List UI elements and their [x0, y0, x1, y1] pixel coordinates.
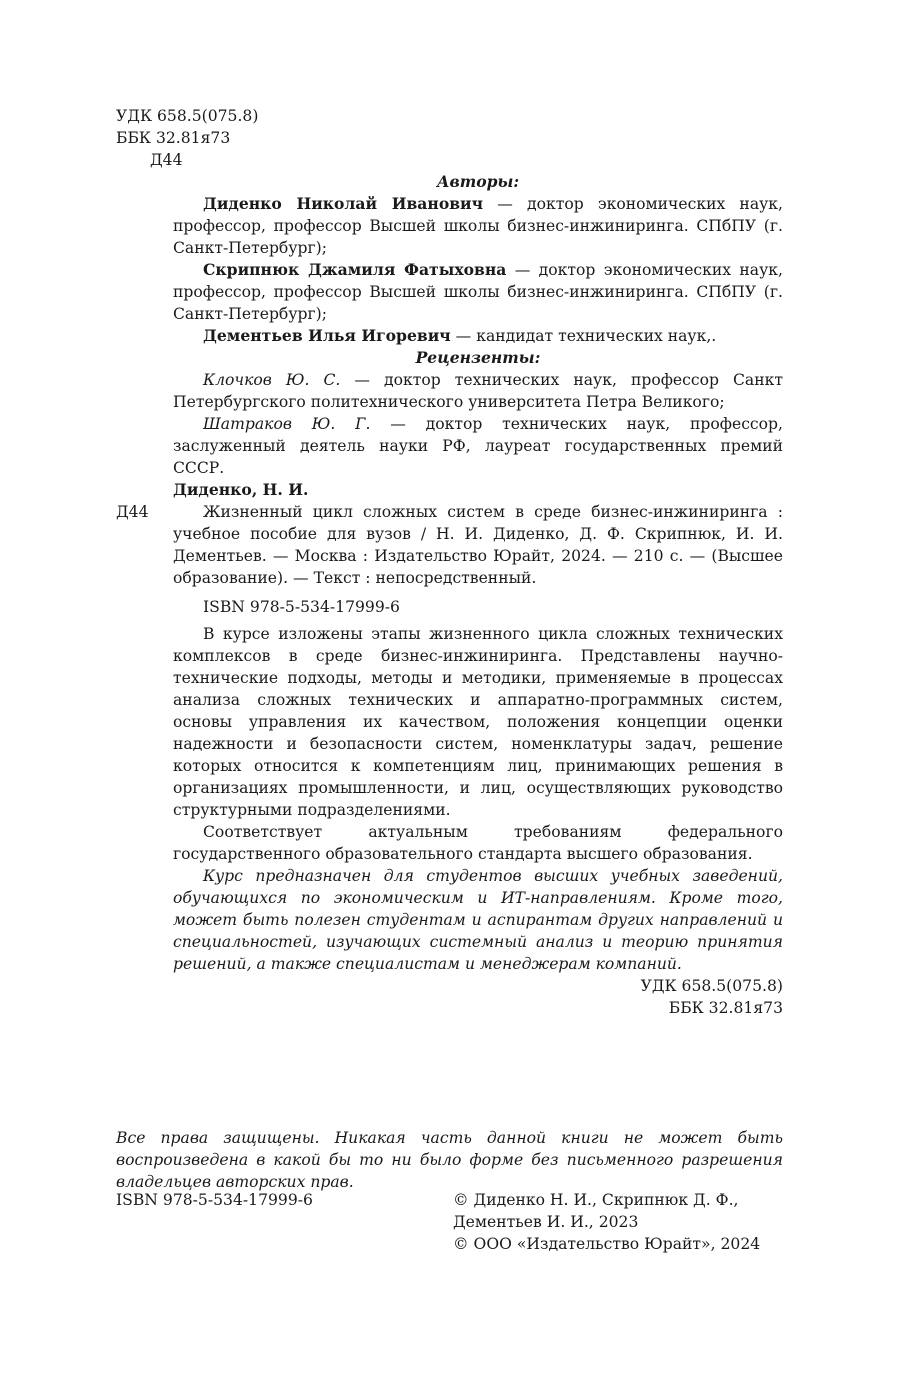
- rights-notice: Все права защищены. Никакая часть данной книги не может быть воспроизведена в какой бы то ни было форме без письменного разрешения владельцев авторских прав.: [116, 1129, 783, 1191]
- reviewer-entry: Шатраков Ю. Г. — доктор технических наук, профессор, заслуженный деятель науки РФ, лауреат государственных премий СССР.: [173, 415, 783, 477]
- biblio-description: Жизненный цикл сложных систем в среде бизнес-инжиниринга : учебное пособие для вузов / Н. И. Диденко, Д. Ф. Скрипнюк, И. И. Дементьев. — Москва : Издательство Юрайт, 2024. — 210 с. — (Высшее образование). — Текст : непосредственный.: [173, 503, 783, 587]
- abstract-audience: Курс предназначен для студентов высших учебных заведений, обучающихся по экономическим и ИТ-направлениям. Кроме того, может быть полезен студентам и аспирантам других направлений и специальностей, изучающих системный анализ и теорию принятия решений, а также специалистам и менеджерам компаний.: [173, 867, 783, 973]
- author-entry: Дементьев Илья Игоревич — кандидат технических наук,.: [203, 326, 717, 345]
- author-sign: Д44: [150, 151, 183, 169]
- abstract-udk: УДК 658.5(075.8): [640, 977, 783, 995]
- copyright-line: Дементьев И. И., 2023: [453, 1213, 639, 1231]
- biblio-isbn: ISBN 978-5-534-17999-6: [203, 598, 400, 616]
- authors-heading: Авторы:: [436, 172, 520, 191]
- udk-code: УДК 658.5(075.8): [116, 107, 259, 125]
- reviewers-heading: Рецензенты:: [415, 348, 541, 367]
- author-entry: Диденко Николай Иванович — доктор экономических наук, профессор, профессор Высшей школы бизнес-инжиниринга. СПбПУ (г. Санкт-Петербург);: [173, 194, 783, 257]
- reviewer-entry: Клочков Ю. С. — доктор технических наук, профессор Санкт Петербургского политехнического университета Петра Великого;: [173, 371, 783, 411]
- copyright-line: © ООО «Издательство Юрайт», 2024: [453, 1235, 761, 1253]
- author-entry: Скрипнюк Джамиля Фатыховна — доктор экономических наук, профессор, профессор Высшей школы бизнес-инжиниринга. СПбПУ (г. Санкт-Петербург);: [173, 260, 783, 323]
- copyright-line: © Диденко Н. И., Скрипнюк Д. Ф.,: [453, 1191, 739, 1209]
- bbk-code: ББК 32.81я73: [116, 129, 231, 147]
- abstract-bbk: ББК 32.81я73: [668, 999, 783, 1017]
- abstract-paragraph: В курсе изложены этапы жизненного цикла сложных технических комплексов в среде бизнес-инжиниринга. Представлены научно-технические подходы, методы и методики, применяемые в процессах анализа сложных технических и аппаратно-программных систем, основы управления их качеством, положения концепции оценки надежности и безопасности систем, номенклатуры задач, решение которых относится к компетенциям лиц, принимающих решения в организациях промышленности, и лиц, осуществляющих руководство структурными подразделениями.: [173, 625, 783, 819]
- abstract-paragraph: Соответствует актуальным требованиям федерального государственного образовательного стандарта высшего образования.: [173, 823, 783, 863]
- abstract: [173, 623, 783, 1019]
- authors-section: [173, 171, 783, 479]
- copyright-block: [453, 1189, 783, 1255]
- main-author: Диденко, Н. И.: [173, 480, 309, 499]
- footer-isbn: ISBN 978-5-534-17999-6: [116, 1191, 313, 1209]
- biblio-sign: Д44: [116, 503, 149, 521]
